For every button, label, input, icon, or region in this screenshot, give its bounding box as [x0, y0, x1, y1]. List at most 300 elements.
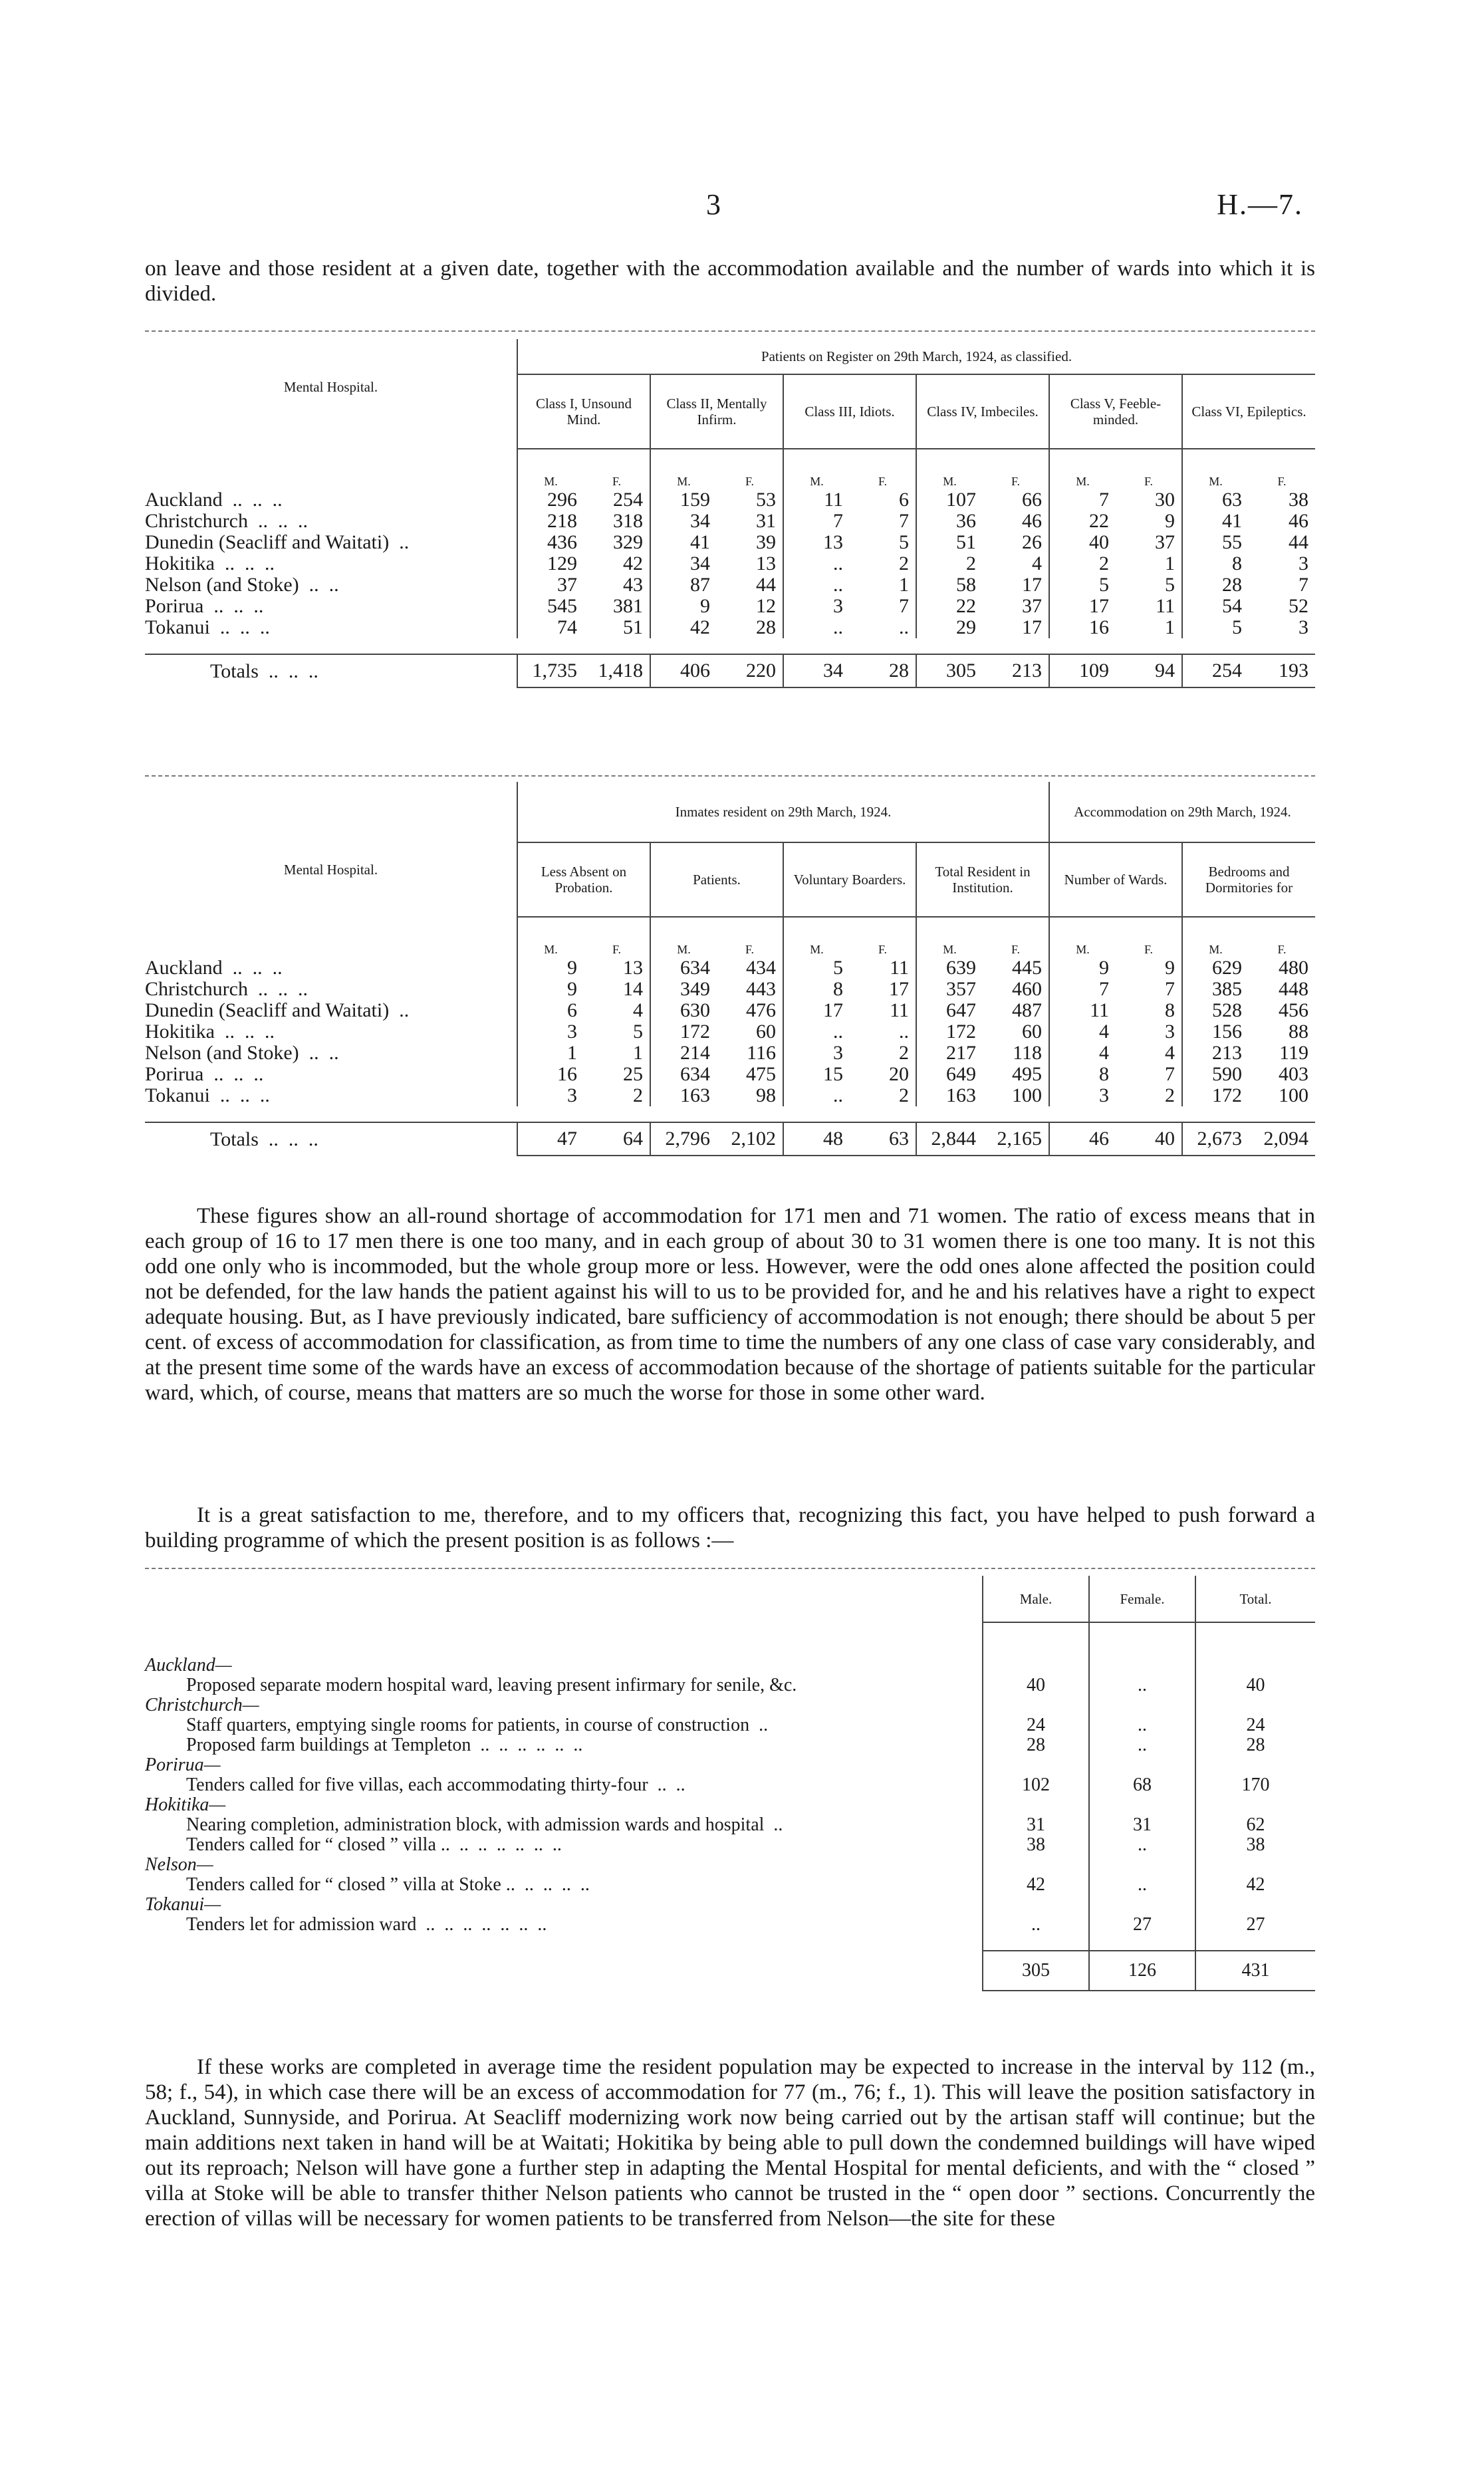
programme-row: [145, 1815, 1315, 1835]
totals-row: [145, 1951, 1315, 1991]
cell-value: 36: [916, 511, 983, 532]
paragraph-building-programme: It is a great satisfaction to me, therefore, and to my officers that, recognizing this fact, you have helped to push forward a building programme of which the present position is as follows :—: [145, 1503, 1315, 1552]
female-subheader: F.: [1144, 475, 1154, 488]
total-value: 64: [584, 1122, 650, 1156]
cell-value: 62: [1195, 1815, 1315, 1835]
cell-value: 15: [783, 1064, 850, 1085]
cell-value: 41: [650, 532, 717, 553]
classification-table: [145, 339, 1315, 688]
cell-value: ..: [783, 574, 850, 596]
cell-value: 2: [899, 1084, 909, 1106]
cell-value: 11: [783, 489, 850, 511]
cell-value: 119: [1279, 1042, 1308, 1064]
total-value: 126: [1089, 1951, 1195, 1991]
cell-value: 4: [633, 999, 643, 1021]
cell-value: 3: [783, 1043, 850, 1064]
cell-value: 634: [650, 957, 717, 979]
cell-value: 42: [650, 617, 717, 638]
programme-row: [145, 1675, 1315, 1695]
total-value: 220: [717, 654, 783, 687]
category-label: Porirua—: [145, 1755, 221, 1775]
programme-row: [145, 1775, 1315, 1795]
cell-value: 7: [783, 511, 850, 532]
cell-value: 639: [916, 957, 983, 979]
cell-value: ..: [1089, 1675, 1195, 1695]
cell-value: 634: [650, 1064, 717, 1085]
male-subheader: M.: [650, 917, 717, 957]
programme-row: [145, 1875, 1315, 1895]
male-header: Male.: [983, 1576, 1089, 1622]
male-subheader: M.: [1049, 917, 1116, 957]
cell-value: 6: [899, 489, 909, 511]
cell-value: 445: [1012, 957, 1042, 979]
class-header: Class V, Feeble-minded.: [1049, 374, 1182, 449]
hospital-name: Porirua .. .. ..: [145, 595, 264, 617]
total-value: 431: [1195, 1951, 1315, 1991]
total-value: 40: [1116, 1122, 1182, 1156]
totals-row: [145, 654, 1315, 687]
cell-value: ..: [1089, 1875, 1195, 1895]
cell-value: 40: [1049, 532, 1116, 553]
cell-value: 129: [517, 553, 584, 574]
table-row: [145, 596, 1315, 617]
cell-value: 100: [1012, 1084, 1042, 1106]
cell-value: 40: [983, 1675, 1089, 1695]
total-value: 28: [850, 654, 916, 687]
cell-value: 60: [756, 1021, 776, 1043]
empty-cell: [983, 1935, 1089, 1951]
cell-value: 11: [890, 999, 909, 1021]
cell-value: 42: [983, 1875, 1089, 1895]
table-row: [145, 553, 1315, 574]
female-subheader: F.: [1277, 943, 1287, 956]
total-value: 34: [783, 654, 850, 687]
cell-value: 487: [1012, 999, 1042, 1021]
cell-value: 17: [1022, 574, 1042, 596]
cell-value: 9: [1049, 957, 1116, 979]
cell-value: 51: [916, 532, 983, 553]
cell-value: 349: [650, 979, 717, 1000]
empty-cell: [1195, 1795, 1315, 1815]
cell-value: 37: [517, 574, 584, 596]
table-row: [145, 1021, 1315, 1043]
total-value: 406: [650, 654, 717, 687]
spacer-row: [145, 1935, 1315, 1951]
cell-value: 7: [1298, 574, 1308, 596]
hospital-name: Auckland .. .. ..: [145, 489, 283, 511]
category-label: Christchurch—: [145, 1695, 259, 1715]
cell-value: 17: [1022, 616, 1042, 638]
cell-value: 213: [1182, 1043, 1249, 1064]
cell-value: 403: [1279, 1063, 1308, 1085]
cell-value: 3: [517, 1021, 584, 1043]
total-header: Total.: [1195, 1576, 1315, 1622]
cell-value: 31: [983, 1815, 1089, 1835]
cell-value: 381: [613, 595, 643, 617]
cell-value: 647: [916, 1000, 983, 1021]
intro-paragraph: on leave and those resident at a given date, together with the accommodation available and the number of wards into which it is divided.: [145, 257, 1315, 306]
total-value: 2,844: [916, 1122, 983, 1156]
category-row: [145, 1695, 1315, 1715]
cell-value: 20: [889, 1063, 909, 1085]
cell-value: 480: [1279, 957, 1308, 979]
table-row: [145, 1064, 1315, 1085]
male-subheader: M.: [1182, 917, 1249, 957]
category-label: Hokitika—: [145, 1794, 226, 1815]
total-value: 109: [1049, 654, 1116, 687]
empty-cell: [1089, 1795, 1195, 1815]
cell-value: 172: [1182, 1085, 1249, 1106]
column-header: Patients.: [650, 842, 783, 917]
cell-value: 2: [633, 1084, 643, 1106]
cell-value: 46: [1289, 510, 1308, 532]
cell-value: 2: [916, 553, 983, 574]
cell-value: 41: [1182, 511, 1249, 532]
empty-cell: [1089, 1895, 1195, 1915]
programme-item: Proposed farm buildings at Templeton .. .. .. .. .. ..: [186, 1735, 583, 1755]
cell-value: ..: [783, 617, 850, 638]
total-value: 305: [983, 1951, 1089, 1991]
cell-value: 31: [756, 510, 776, 532]
class-header: Class II, Mentally Infirm.: [650, 374, 783, 449]
empty-cell: [1195, 1855, 1315, 1875]
cell-value: 436: [517, 532, 584, 553]
cell-value: 26: [1022, 531, 1042, 553]
inmates-accommodation-table: [145, 782, 1315, 1156]
spacer-row: [145, 638, 1315, 654]
cell-value: 9: [1165, 510, 1175, 532]
cell-value: 17: [783, 1000, 850, 1021]
totals-label: Totals .. .. ..: [145, 1122, 517, 1156]
total-value: 213: [983, 654, 1049, 687]
column-header: Voluntary Boarders.: [783, 842, 916, 917]
cell-value: ..: [899, 1021, 909, 1043]
cell-value: 476: [746, 999, 776, 1021]
table-row: [145, 532, 1315, 553]
cell-value: 100: [1279, 1084, 1308, 1106]
total-value: 254: [1182, 654, 1249, 687]
cell-value: 4: [1032, 553, 1042, 574]
cell-value: 629: [1182, 957, 1249, 979]
table2-group1-title: Inmates resident on 29th March, 1924.: [517, 782, 1049, 842]
cell-value: 8: [783, 979, 850, 1000]
cell-value: 39: [756, 531, 776, 553]
cell-value: 214: [650, 1043, 717, 1064]
cell-value: 1: [633, 1042, 643, 1064]
cell-value: 98: [756, 1084, 776, 1106]
cell-value: 42: [1195, 1875, 1315, 1895]
cell-value: 7: [1049, 489, 1116, 511]
cell-value: 40: [1195, 1675, 1315, 1695]
cell-value: 7: [1049, 979, 1116, 1000]
class-header: Class III, Idiots.: [783, 374, 916, 449]
cell-value: 495: [1012, 1063, 1042, 1085]
cell-value: 16: [1049, 617, 1116, 638]
cell-value: 11: [1156, 595, 1175, 617]
cell-value: 3: [783, 596, 850, 617]
female-subheader: F.: [1144, 943, 1154, 956]
hospital-name: Hokitika .. .. ..: [145, 553, 275, 574]
cell-value: 434: [746, 957, 776, 979]
total-value: 2,094: [1249, 1122, 1315, 1156]
empty-cell: [983, 1656, 1089, 1675]
cell-value: 630: [650, 1000, 717, 1021]
total-value: 2,796: [650, 1122, 717, 1156]
cell-value: 53: [756, 489, 776, 511]
cell-value: 3: [1049, 1085, 1116, 1106]
table1-group-title: Patients on Register on 29th March, 1924, as classified.: [517, 339, 1315, 374]
cell-value: 8: [1182, 553, 1249, 574]
hospital-name: Auckland .. .. ..: [145, 957, 283, 979]
hospital-name: Christchurch .. .. ..: [145, 978, 308, 1000]
table2-top-rule: [145, 775, 1315, 777]
cell-value: 88: [1289, 1021, 1308, 1043]
cell-value: 29: [916, 617, 983, 638]
cell-value: ..: [1089, 1835, 1195, 1855]
cell-value: 9: [1165, 957, 1175, 979]
cell-value: 3: [1165, 1021, 1175, 1043]
cell-value: 6: [517, 1000, 584, 1021]
cell-value: 38: [1289, 489, 1308, 511]
class-header: Class IV, Imbeciles.: [916, 374, 1049, 449]
cell-value: 156: [1182, 1021, 1249, 1043]
cell-value: 37: [1155, 531, 1175, 553]
cell-value: 28: [1182, 574, 1249, 596]
cell-value: 9: [517, 957, 584, 979]
cell-value: 16: [517, 1064, 584, 1085]
total-value: 2,673: [1182, 1122, 1249, 1156]
cell-value: 2: [1165, 1084, 1175, 1106]
cell-value: 3: [517, 1085, 584, 1106]
total-value: 1,418: [584, 654, 650, 687]
cell-value: ..: [1089, 1715, 1195, 1735]
cell-value: 63: [1182, 489, 1249, 511]
cell-value: 545: [517, 596, 584, 617]
cell-value: ..: [983, 1915, 1089, 1935]
total-value: 48: [783, 1122, 850, 1156]
cell-value: 2: [899, 1042, 909, 1064]
empty-cell: [1089, 1695, 1195, 1715]
total-value: 193: [1249, 654, 1315, 687]
programme-row: [145, 1835, 1315, 1855]
empty-cell: [1195, 1895, 1315, 1915]
cell-value: 172: [650, 1021, 717, 1043]
cell-value: 24: [1195, 1715, 1315, 1735]
empty-cell: [983, 1895, 1089, 1915]
cell-value: 1: [1165, 553, 1175, 574]
cell-value: 163: [650, 1085, 717, 1106]
programme-item: Proposed separate modern hospital ward, leaving present infirmary for senile, &c.: [186, 1675, 797, 1695]
cell-value: 7: [1165, 978, 1175, 1000]
cell-value: 2: [899, 553, 909, 574]
cell-value: 448: [1279, 978, 1308, 1000]
male-subheader: M.: [783, 449, 850, 489]
cell-value: 5: [1049, 574, 1116, 596]
table-row: [145, 574, 1315, 596]
cell-value: 44: [756, 574, 776, 596]
cell-value: 159: [650, 489, 717, 511]
table-row: [145, 979, 1315, 1000]
cell-value: 74: [517, 617, 584, 638]
empty-cell: [983, 1755, 1089, 1775]
cell-value: 43: [623, 574, 643, 596]
table-row: [145, 511, 1315, 532]
cell-value: 5: [633, 1021, 643, 1043]
table2-corner-label: Mental Hospital.: [283, 862, 378, 878]
empty-cell: [1195, 1656, 1315, 1675]
cell-value: 170: [1195, 1775, 1315, 1795]
cell-value: 3: [1298, 553, 1308, 574]
programme-item: Staff quarters, emptying single rooms for patients, in course of construction ..: [186, 1715, 769, 1735]
totals-label: Totals .. .. ..: [145, 654, 517, 687]
category-label: Auckland—: [145, 1655, 232, 1675]
hospital-name: Nelson (and Stoke) .. ..: [145, 1042, 339, 1064]
cell-value: 30: [1155, 489, 1175, 511]
hospital-name: Porirua .. .. ..: [145, 1063, 264, 1085]
programme-item: Tenders called for “ closed ” villa at Stoke .. .. .. .. ..: [186, 1874, 590, 1895]
column-header: Less Absent on Probation.: [517, 842, 650, 917]
page-number: 3: [706, 188, 721, 221]
class-header: Class I, Unsound Mind.: [517, 374, 650, 449]
total-value: 63: [850, 1122, 916, 1156]
cell-value: 37: [1022, 595, 1042, 617]
category-row: [145, 1755, 1315, 1775]
cell-value: 27: [1089, 1915, 1195, 1935]
male-subheader: M.: [650, 449, 717, 489]
cell-value: 11: [1049, 1000, 1116, 1021]
cell-value: 329: [613, 531, 643, 553]
empty-cell: [983, 1695, 1089, 1715]
female-subheader: F.: [1277, 475, 1287, 488]
hospital-name: Tokanui .. .. ..: [145, 616, 270, 638]
cell-value: 172: [916, 1021, 983, 1043]
cell-value: 443: [746, 978, 776, 1000]
cell-value: 34: [650, 511, 717, 532]
cell-value: ..: [1089, 1735, 1195, 1755]
cell-value: 118: [1013, 1042, 1042, 1064]
programme-row: [145, 1915, 1315, 1935]
total-value: 94: [1116, 654, 1182, 687]
cell-value: 102: [983, 1775, 1089, 1795]
cell-value: 28: [1195, 1735, 1315, 1755]
hospital-name: Nelson (and Stoke) .. ..: [145, 574, 339, 596]
table-row: [145, 617, 1315, 638]
cell-value: 217: [916, 1043, 983, 1064]
cell-value: 9: [517, 979, 584, 1000]
programme-row: [145, 1735, 1315, 1755]
cell-value: 58: [916, 574, 983, 596]
male-subheader: M.: [783, 917, 850, 957]
cell-value: 218: [517, 511, 584, 532]
cell-value: 2: [1049, 553, 1116, 574]
table3-top-rule: [145, 1568, 1315, 1569]
cell-value: 1: [1165, 616, 1175, 638]
cell-value: 528: [1182, 1000, 1249, 1021]
cell-value: 7: [899, 510, 909, 532]
cell-value: ..: [783, 1085, 850, 1106]
cell-value: 475: [746, 1063, 776, 1085]
cell-value: 66: [1022, 489, 1042, 511]
cell-value: 1: [899, 574, 909, 596]
cell-value: 17: [889, 978, 909, 1000]
programme-item: Tenders called for “ closed ” villa .. .. .. .. .. .. ..: [186, 1834, 562, 1855]
category-row: [145, 1656, 1315, 1675]
programme-item: Tenders called for five villas, each accommodating thirty-four .. ..: [186, 1775, 685, 1795]
cell-value: 54: [1182, 596, 1249, 617]
category-row: [145, 1855, 1315, 1875]
hospital-name: Christchurch .. .. ..: [145, 510, 308, 532]
total-value: 2,102: [717, 1122, 783, 1156]
empty-cell: [1195, 1695, 1315, 1715]
total-value: 47: [517, 1122, 584, 1156]
cell-value: 22: [916, 596, 983, 617]
table3-blank-head: [145, 1576, 983, 1622]
male-subheader: M.: [517, 917, 584, 957]
cell-value: 51: [623, 616, 643, 638]
cell-value: ..: [899, 616, 909, 638]
cell-value: 60: [1022, 1021, 1042, 1043]
empty-cell: [1089, 1755, 1195, 1775]
cell-value: 28: [983, 1735, 1089, 1755]
cell-value: 44: [1289, 531, 1308, 553]
female-subheader: F.: [612, 943, 622, 956]
cell-value: 116: [747, 1042, 776, 1064]
table-row: [145, 489, 1315, 511]
cell-value: 25: [623, 1063, 643, 1085]
cell-value: 163: [916, 1085, 983, 1106]
female-header: Female.: [1089, 1576, 1195, 1622]
cell-value: 52: [1289, 595, 1308, 617]
building-programme-table: [145, 1576, 1315, 1991]
column-header: Bedrooms and Dormitories for: [1182, 842, 1315, 917]
female-subheader: F.: [612, 475, 622, 488]
paragraph-works-completion: If these works are completed in average time the resident population may be expected to increase in the interval by 112 (m., 58; f., 54), in which case there will be an excess of accommodation for 77 (m., 76; f., 1). This will leave the position satisfactory in Auckland, Sunnyside, and Porirua. At Seacliff modernizing work now being carried out by the artisan staff will continue; but the main additions next taken in hand will be at Waitati; Hokitika by being able to pull down the condemned buildings will have wiped out its reproach; Nelson will have gone a further step in adapting the Mental Hospital for mental deficients, and with the “ closed ” villa at Stoke will be able to transfer thither Nelson patients who cannot be trusted in the “ open door ” sections. Concurrently the erection of villas will be necessary for women patients to be transferred from Nelson—the site for these: [145, 2055, 1315, 2231]
female-subheader: F.: [745, 943, 755, 956]
cell-value: 4: [1049, 1021, 1116, 1043]
spacer-row: [145, 1106, 1315, 1122]
category-label: Tokanui—: [145, 1894, 221, 1915]
cell-value: 1: [517, 1043, 584, 1064]
cell-value: 456: [1279, 999, 1308, 1021]
female-subheader: F.: [1011, 943, 1021, 956]
table2-group2-title: Accommodation on 29th March, 1924.: [1049, 782, 1315, 842]
cell-value: 38: [1195, 1835, 1315, 1855]
cell-value: 87: [650, 574, 717, 596]
empty-cell: [983, 1855, 1089, 1875]
cell-value: 385: [1182, 979, 1249, 1000]
cell-value: 42: [623, 553, 643, 574]
cell-value: 27: [1195, 1915, 1315, 1935]
cell-value: 12: [756, 595, 776, 617]
empty-cell: [1195, 1755, 1315, 1775]
female-subheader: F.: [745, 475, 755, 488]
cell-value: 38: [983, 1835, 1089, 1855]
table1-top-rule: [145, 330, 1315, 332]
column-header: Number of Wards.: [1049, 842, 1182, 917]
male-subheader: M.: [1182, 449, 1249, 489]
cell-value: 5: [899, 531, 909, 553]
cell-value: 7: [899, 595, 909, 617]
cell-value: 28: [756, 616, 776, 638]
female-subheader: F.: [1011, 475, 1021, 488]
cell-value: 254: [613, 489, 643, 511]
total-value: 305: [916, 654, 983, 687]
female-subheader: F.: [878, 943, 888, 956]
cell-value: 17: [1049, 596, 1116, 617]
empty-cell: [1089, 1935, 1195, 1951]
cell-value: 107: [916, 489, 983, 511]
programme-item: Tenders let for admission ward .. .. .. .. .. .. ..: [186, 1914, 547, 1935]
